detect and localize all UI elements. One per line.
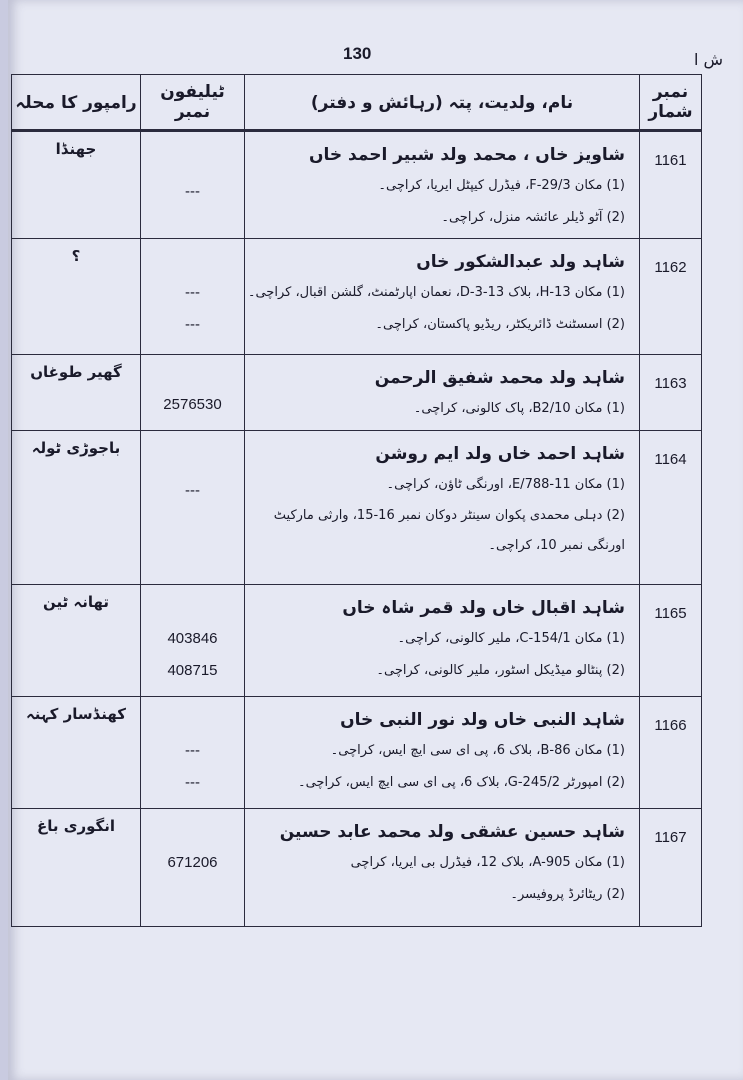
entry-name: شاہد احمد خاں ولد ایم روشن xyxy=(375,444,625,464)
area-name: انگوری باغ xyxy=(12,809,141,927)
phone-cell xyxy=(141,585,245,697)
address-line: (1) مکان C-154/1، ملیر کالونی، کراچی۔ xyxy=(397,631,625,646)
address-line: (1) مکان H-13، بلاک 13-D-3، نعمان اپارٹمنٹ، گلشن اقبال، کراچی۔ xyxy=(247,285,625,300)
phone-number: 408715 xyxy=(167,662,218,679)
table-row xyxy=(12,585,702,697)
phone-cell xyxy=(141,355,245,431)
address-line: (2) اسسٹنٹ ڈائریکٹر، ریڈیو پاکستان، کراچی۔ xyxy=(375,317,625,332)
address-line: (1) مکان F-29/3، فیڈرل کیپٹل ایریا، کراچی۔ xyxy=(378,178,625,193)
entry-details xyxy=(245,131,640,239)
serial-number: 1163 xyxy=(640,355,702,431)
table-row xyxy=(12,131,702,239)
phone-number: 671206 xyxy=(167,854,218,871)
address-line: (1) مکان B2/10، پاک کالونی، کراچی۔ xyxy=(413,401,625,416)
address-line: (1) مکان A-905، بلاک 12، فیڈرل بی ایریا، کراچی xyxy=(350,855,625,870)
entry-details xyxy=(245,809,640,927)
address-line: (2) ریٹائرڈ پروفیسر۔ xyxy=(510,887,625,902)
table-row xyxy=(12,239,702,355)
phone-number: --- xyxy=(185,482,200,499)
phone-cell xyxy=(141,809,245,927)
serial-number: 1162 xyxy=(640,239,702,355)
entry-name: شاہد ولد محمد شفیق الرحمن xyxy=(374,368,625,388)
header-row xyxy=(12,75,702,131)
register-table xyxy=(11,74,702,927)
entry-details xyxy=(245,585,640,697)
serial-number: 1164 xyxy=(640,431,702,585)
entry-details xyxy=(245,239,640,355)
table-row xyxy=(12,697,702,809)
page-number: 130 xyxy=(343,44,372,63)
table-row xyxy=(12,431,702,585)
entry-details xyxy=(245,697,640,809)
phone-number: --- xyxy=(185,316,200,333)
phone-number: 2576530 xyxy=(163,396,222,413)
phone-number: --- xyxy=(185,183,200,200)
area-name: جھنڈا xyxy=(12,131,141,239)
phone-cell xyxy=(141,131,245,239)
address-line: (2) دہلی محمدی پکوان سینٹر دوکان نمبر 16-15، وارثی مارکیٹ اورنگی نمبر 10، کراچی۔ xyxy=(273,508,625,553)
entry-name: شاویز خاں ، محمد ولد شبیر احمد خاں xyxy=(308,145,625,165)
table-row xyxy=(12,355,702,431)
phone-cell xyxy=(141,697,245,809)
entry-name: شاہد النبی خاں ولد نور النبی خاں xyxy=(340,710,625,730)
ledger-page xyxy=(8,0,743,1080)
address-line: (2) امپورٹر G-245/2، بلاک 6، پی ای سی ایچ ایس، کراچی۔ xyxy=(297,775,625,790)
entry-details xyxy=(245,431,640,585)
area-name: تھانہ ٹین xyxy=(12,585,141,697)
phone-number: 403846 xyxy=(167,630,218,647)
area-name: ؟ xyxy=(12,239,141,355)
area-name: باجوڑی ٹولہ xyxy=(12,431,141,585)
area-name: گھیر طوغاں xyxy=(12,355,141,431)
header-serial: نمبر شمار xyxy=(640,75,702,131)
entry-name: شاہد حسین عشقی ولد محمد عابد حسین xyxy=(279,822,625,842)
address-line: (1) مکان 11-E/788، اورنگی ٹاؤن، کراچی۔ xyxy=(386,477,625,492)
entry-name: شاہد اقبال خاں ولد قمر شاہ خاں xyxy=(342,598,625,618)
phone-number: --- xyxy=(185,284,200,301)
serial-number: 1167 xyxy=(640,809,702,927)
address-line: (2) آٹو ڈیلر عائشہ منزل، کراچی۔ xyxy=(441,210,625,225)
serial-number: 1165 xyxy=(640,585,702,697)
area-name: کھنڈسار کہنہ xyxy=(12,697,141,809)
serial-number: 1166 xyxy=(640,697,702,809)
phone-number: --- xyxy=(185,774,200,791)
header-phone: ٹیلیفون نمبر xyxy=(141,75,245,131)
phone-cell xyxy=(141,431,245,585)
address-line: (1) مکان B-86، بلاک 6، پی ای سی ایچ ایس، کراچی۔ xyxy=(330,743,625,758)
serial-number: 1161 xyxy=(640,131,702,239)
phone-number: --- xyxy=(185,742,200,759)
phone-cell xyxy=(141,239,245,355)
header-name: نام، ولدیت، پتہ (رہائش و دفتر) xyxy=(245,75,640,131)
table-row xyxy=(12,809,702,927)
entry-details xyxy=(245,355,640,431)
sheet-mark: ش ا xyxy=(693,50,723,69)
header-area: رامپور کا محلہ xyxy=(12,75,141,131)
address-line: (2) پنٹالو میڈیکل اسٹور، ملیر کالونی، کراچی۔ xyxy=(376,663,625,678)
entry-name: شاہد ولد عبدالشکور خاں xyxy=(416,252,625,272)
